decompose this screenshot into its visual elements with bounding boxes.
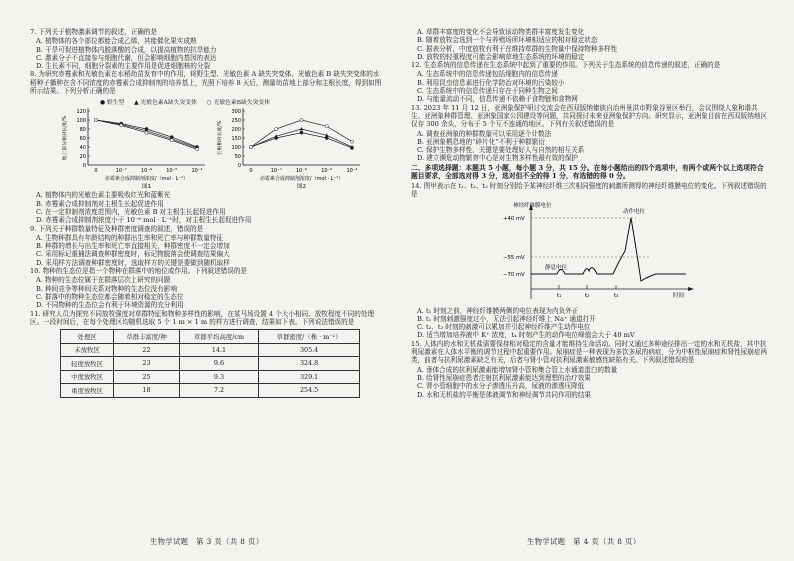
chart-figure-2	[215, 103, 365, 193]
table-cell: 25	[114, 370, 180, 384]
page-footer: 生物学试题 第 4 页（共 8 页）	[527, 537, 641, 546]
legend-item: ▲ 光敏色素A缺失突变体	[134, 100, 197, 107]
series-line	[96, 120, 197, 149]
y-tick-label: 50	[234, 154, 241, 161]
x-tick-label: 10⁻⁴	[346, 168, 358, 175]
y-tick-label: 120	[76, 109, 86, 116]
table-row	[61, 357, 360, 371]
q11-option-d: D. 放牧的轻重程度可能会影响草地生态系统的环境的稳定	[417, 52, 585, 61]
x-tick-label: 10⁻⁴	[191, 168, 203, 175]
table-cell: 23	[114, 357, 180, 371]
q11-option-a: A. 草群丰富度的变化不会导致该动物类群丰富度发生变化	[417, 28, 585, 36]
q10-option-b: B. 种间竞争等种间关系对物种的生态位没有影响	[36, 284, 177, 293]
q9-option-d: D. 采用样方法调查种群密度时，选取样方的关键是要做到随机取样	[36, 258, 230, 267]
question-12	[411, 61, 768, 103]
label-t3: t₃	[614, 292, 619, 299]
data-point	[145, 131, 148, 134]
data-point	[249, 146, 252, 149]
q13-option-d: D. 建立濒危动物繁育中心是对生物多样性最有效的保护	[417, 154, 578, 163]
q8-option-c: C. 在一定抑制剂浓度范围内，光敏色素 B 对主根生长起促进作用	[36, 207, 226, 216]
x-tick-label: 10⁻⁶	[295, 168, 308, 175]
q11-table	[60, 329, 360, 398]
q15-option-a: A. 垂体合成的抗利尿激素能增加肾小管和集合管上水通道蛋白的数量	[417, 365, 618, 374]
q14-option-a: A. t₁ 时刻之前，神经纤维膜两侧的电位表现为内负外正	[417, 306, 579, 315]
y-tick-label: 250	[231, 118, 241, 125]
label-minus55: −55 mV	[503, 254, 525, 261]
q14-option-d: D. 适当增加培养液中 K⁺ 浓度，t₄ 时刻产生的动作电位峰值会大于 40 mV	[417, 331, 635, 340]
q15-option-c: C. 肾小管细胞中的水分子渗透压升高，尿液的渗透压降低	[417, 382, 585, 391]
label-action-potential: 动作电位	[623, 208, 646, 215]
q8-option-b: B. 赤霉素合成抑制剂对主根生长起促进作用	[36, 199, 164, 208]
label-t1: t₁	[557, 292, 562, 299]
q13-option-b: B. 亚洲象栖息地的“碎片化”不利于种群繁衍	[417, 137, 545, 146]
legend-wt: 野生型	[106, 100, 125, 107]
q8-figure	[30, 97, 385, 189]
data-point	[195, 148, 198, 151]
table-row	[61, 384, 360, 398]
table-header: 草群平均高度/cm	[179, 330, 258, 344]
table-cell: 轻度放牧区	[61, 357, 114, 371]
page-footer: 生物学试题 第 3 页（共 8 页）	[150, 537, 264, 546]
data-point	[325, 125, 328, 128]
x-tick-label: 10⁻⁷	[115, 168, 127, 175]
label-plus40: +40 mV	[503, 215, 525, 222]
table-cell: 重度放牧区	[61, 384, 114, 398]
label-minus70: −70 mV	[503, 271, 525, 278]
y-tick-label: 150	[231, 136, 241, 143]
q14-option-c: C. t₂、t₃ 时刻的刺激可以累加并引起神经纤维产生动作电位	[417, 323, 591, 332]
legend-phyb: 光敏色素B缺失突变体	[213, 100, 271, 107]
q12-stem: 12. 生态系统的信息传递在生态系统中起到了重要的作用。下列关于生态系统的信息传递的叙述，正确的是	[411, 61, 721, 70]
membrane-potential-diagram	[501, 201, 701, 305]
q12-option-d: D. 与能量流动不同，信息传递不依赖于食物链和食物网	[417, 95, 578, 104]
table-header: 处理区	[61, 330, 114, 344]
table-cell: 18	[114, 384, 180, 398]
q10-option-a: A. 物种的生态位属于在群落层次上研究的问题	[36, 276, 171, 285]
q11-option-c: C. 据表分析，中度放牧有利于在维持草群的生物量中保持物种多样性	[417, 44, 618, 53]
table-cell: 中度放牧区	[61, 370, 114, 384]
q7-stem: 7. 下列关于植物激素调节的叙述，正确的是	[30, 28, 158, 36]
data-point	[94, 119, 97, 122]
page-right	[397, 0, 794, 561]
q13-stem: 13. 2023 年 11 月 12 日，亚洲象保护研讨交流会在西双版纳傣族自治州景洪市野象谷景区举行，会议围绕人象和谐共生、亚洲象种群管理、亚洲象国家公园建设等问题，共同探讨未来亚洲象保护方向。研究显示，亚洲象目前在西双版纳地区仅存 300 余头，分布于 5 个互不连通的地区。下列有关叙述错误的是	[411, 103, 768, 129]
q11-stem: 11. 研究人员为探究不同放牧强度对草群特征和物种多样性的影响，在某马场设置 4 个大小相同、放牧程度不同的处理区。一段时间后，在每个处理区均随机选取 5 个 1 m × 1 m 的样方进行调查，结果如下表。下列说法错误的是	[30, 309, 375, 326]
x-tick-label: 10⁻⁷	[270, 168, 282, 175]
data-point	[170, 139, 173, 142]
data-point	[350, 140, 353, 143]
y-tick-label: 0	[237, 163, 241, 170]
table-cell: 324.8	[259, 357, 360, 371]
table-header-row	[61, 330, 360, 344]
q8-option-a: A. 植物体内的光敏色素主要吸收红光和蓝紫光	[36, 191, 171, 200]
q11-option-b: B. 随着放牧会选到一个与养殖场所环境相适应的相对稳定状态	[417, 36, 598, 45]
x-tick-label: 10⁻⁵	[166, 168, 178, 175]
q7-option-d: D. 生长素不同，细胞分裂素的主要作用是促进细胞核的分裂	[36, 62, 211, 71]
q9-stem: 9. 下列关于种群数量特征及种群密度调查的叙述，错误的是	[30, 224, 204, 233]
chart-figure-1	[60, 103, 210, 193]
table-cell: 329.1	[259, 370, 360, 384]
q15-option-b: B. 给肾性尿崩症患者注射抗利尿激素能达到理想的治疗效果	[417, 373, 591, 382]
figure-caption: 图1	[142, 184, 151, 191]
x-axis-label: 赤霉素合成抑制剂浓度/（mol · L⁻¹）	[104, 176, 189, 183]
y-axis-label: 主根相对长度/%	[218, 120, 223, 156]
q13-option-a: A. 调查亚洲象的种群数量可以采用逐个计数法	[417, 129, 552, 138]
section-2-heading: 二、多项选择题：本题共 5 小题，每小题 3 分，共 15 分。在每小题给出的四个选项中，有两个或两个以上选项符合题目要求，全部选对得 3 分，选对但不全的得 1 分，有选错的得 0 分。	[411, 163, 764, 181]
data-point	[300, 127, 304, 130]
table-header: 草群密度/（株 · m⁻²）	[259, 330, 360, 344]
table-header: 草群丰富度/种	[114, 330, 180, 344]
q8-option-d: D. 赤霉素合成抑制剂浓度小于 10⁻⁶ mol · L⁻¹时，对主根生长起促进作用	[36, 216, 252, 225]
y-tick-label: 60	[79, 136, 86, 143]
q9-option-c: C. 采用标记重捕法调查种群密度时，标记物脱落会使调查结果偏大	[36, 250, 230, 259]
table-cell: 9.3	[179, 370, 258, 384]
table-cell: 9.6	[179, 357, 258, 371]
q7-option-b: B. 干旱可促进植物体内脱落酸的合成，以提高植物的抗旱能力	[36, 45, 217, 54]
q9-option-b: B. 种群的增长与出生率和死亡率直接相关，种群密度不一定会增加	[36, 242, 230, 251]
table-cell: 未放牧区	[61, 343, 114, 357]
x-tick-label: 0	[94, 168, 98, 175]
y-tick-label: 0	[82, 163, 86, 170]
data-point	[300, 131, 303, 134]
legend-item: ● 野生型	[100, 100, 125, 107]
q14-stem: 14. 图甲表示在 t₁、t₂、t₃ 时刻分别给予某神经纤维三次相同强度的刺激所测得的神经纤维膜电位的变化。下列叙述错误的是	[411, 181, 767, 199]
q7-option-c: C. 激素分子不直接参与细胞代谢，但会影响细胞内基因的表达	[36, 53, 217, 62]
y-tick-label: 100	[231, 145, 241, 152]
data-point	[275, 128, 278, 131]
table-cell: 7.2	[179, 384, 258, 398]
q9-option-a: A. 生物种群具有年龄结构的种群出生率和死亡率与种群数量特征	[36, 233, 223, 242]
x-tick-label: 0	[249, 168, 253, 175]
question-10	[30, 267, 385, 309]
q15-option-d: D. 水和无机盐的平衡是体液调节和神经调节共同作用的结果	[417, 390, 592, 399]
legend-item: ○ 光敏色素B缺失突变体	[206, 100, 271, 107]
question-11-options	[411, 28, 768, 61]
q10-stem: 10. 物种的生态位是指一个物种在群落中的地位或作用。下列叙述错误的是	[30, 267, 247, 276]
q15-stem: 15. 人体内的水和无机盐需要保持相对稳定的含量才能维持生命活动。同时又通过多种途径排出一定的水和无机盐，其中抗利尿激素在人体水平衡的调节过程中起重要作用。尿崩症是一种表现为多饮多尿的病症，分为中枢性尿崩症和肾性尿崩症两类，前者与抗利尿激素缺乏有关，后者与肾小管对抗利尿激素敏感性缺陷有关。下列叙述错误的是	[411, 339, 768, 365]
x-axis-label: 赤霉素合成抑制剂浓度/（mol · L⁻¹）	[259, 176, 344, 183]
q12-option-b: B. 利用昆虫信息素进行化学防治对环境的污染较小	[417, 78, 565, 87]
table-cell: 14.1	[179, 343, 258, 357]
y-tick-label: 20	[79, 154, 86, 161]
table-cell: 22	[114, 343, 180, 357]
q12-option-c: C. 生态系统中的信息传递只存在于同种生物之间	[417, 87, 558, 96]
legend-phya: 光敏色素A缺失突变体	[140, 100, 197, 107]
y-tick-label: 80	[79, 127, 86, 134]
label-t2: t₂	[585, 292, 590, 299]
q10-option-d: D. 不同物种的生态位会有利于环境资源的充分利用	[36, 301, 184, 310]
data-point	[120, 124, 123, 127]
table-cell: 305.4	[259, 343, 360, 357]
question-11	[30, 310, 385, 398]
label-resting-potential: 静息电位	[545, 264, 568, 271]
q10-option-c: C. 群落中的物种生态位都会随着相对稳定的生态位	[36, 292, 184, 301]
question-8	[30, 70, 385, 224]
y-tick-label: 100	[76, 118, 86, 125]
question-7	[30, 28, 385, 70]
table-cell: 254.5	[259, 384, 360, 398]
figure-caption: 图2	[297, 184, 306, 191]
y-tick-label: 300	[231, 109, 241, 116]
q13-option-c: C. 保护生物多样性，关键是要处理好人与自然的相互关系	[417, 146, 585, 155]
q14-figure	[411, 201, 768, 305]
question-9	[30, 225, 385, 267]
y-tick-label: 40	[79, 145, 86, 152]
q12-option-a: A. 生态系统中的信息传递包括细胞内的信息传递	[417, 70, 558, 79]
y-tick-label: 200	[231, 127, 241, 134]
q14-option-b: B. t₁ 时刻刺激强度过小，无法引起神经纤维上 Na⁺ 通道打开	[417, 314, 596, 323]
data-point	[300, 119, 303, 122]
x-tick-label: 10⁻⁵	[321, 168, 333, 175]
fig-title: 神经纤维膜电位	[513, 202, 552, 209]
data-point	[325, 137, 328, 140]
label-time: 时间	[673, 292, 685, 299]
x-tick-label: 10⁻⁶	[140, 168, 153, 175]
y-axis-label: 地上部分相对长度/%	[63, 116, 68, 161]
q7-option-a: A. 植物体的各个部位都能合成乙烯，其能催化果实成熟	[36, 37, 197, 46]
table-row	[61, 343, 360, 357]
q8-stem: 8. 为研究赤霉素和光敏色素在水稻幼苗发育中的作用，将野生型、光敏色素 A 缺失突变体、光敏色素 B 缺失突变体的水稻种子播种在含不同浓度的赤霉素合成抑制剂的培养基上，光照下培养 8 天后，测量幼苗地上部分和主根长度，得到如图所示结果。下列分析正确的是	[30, 70, 382, 96]
question-14	[411, 182, 768, 340]
question-15	[411, 340, 768, 399]
table-row	[61, 370, 360, 384]
question-13	[411, 104, 768, 163]
